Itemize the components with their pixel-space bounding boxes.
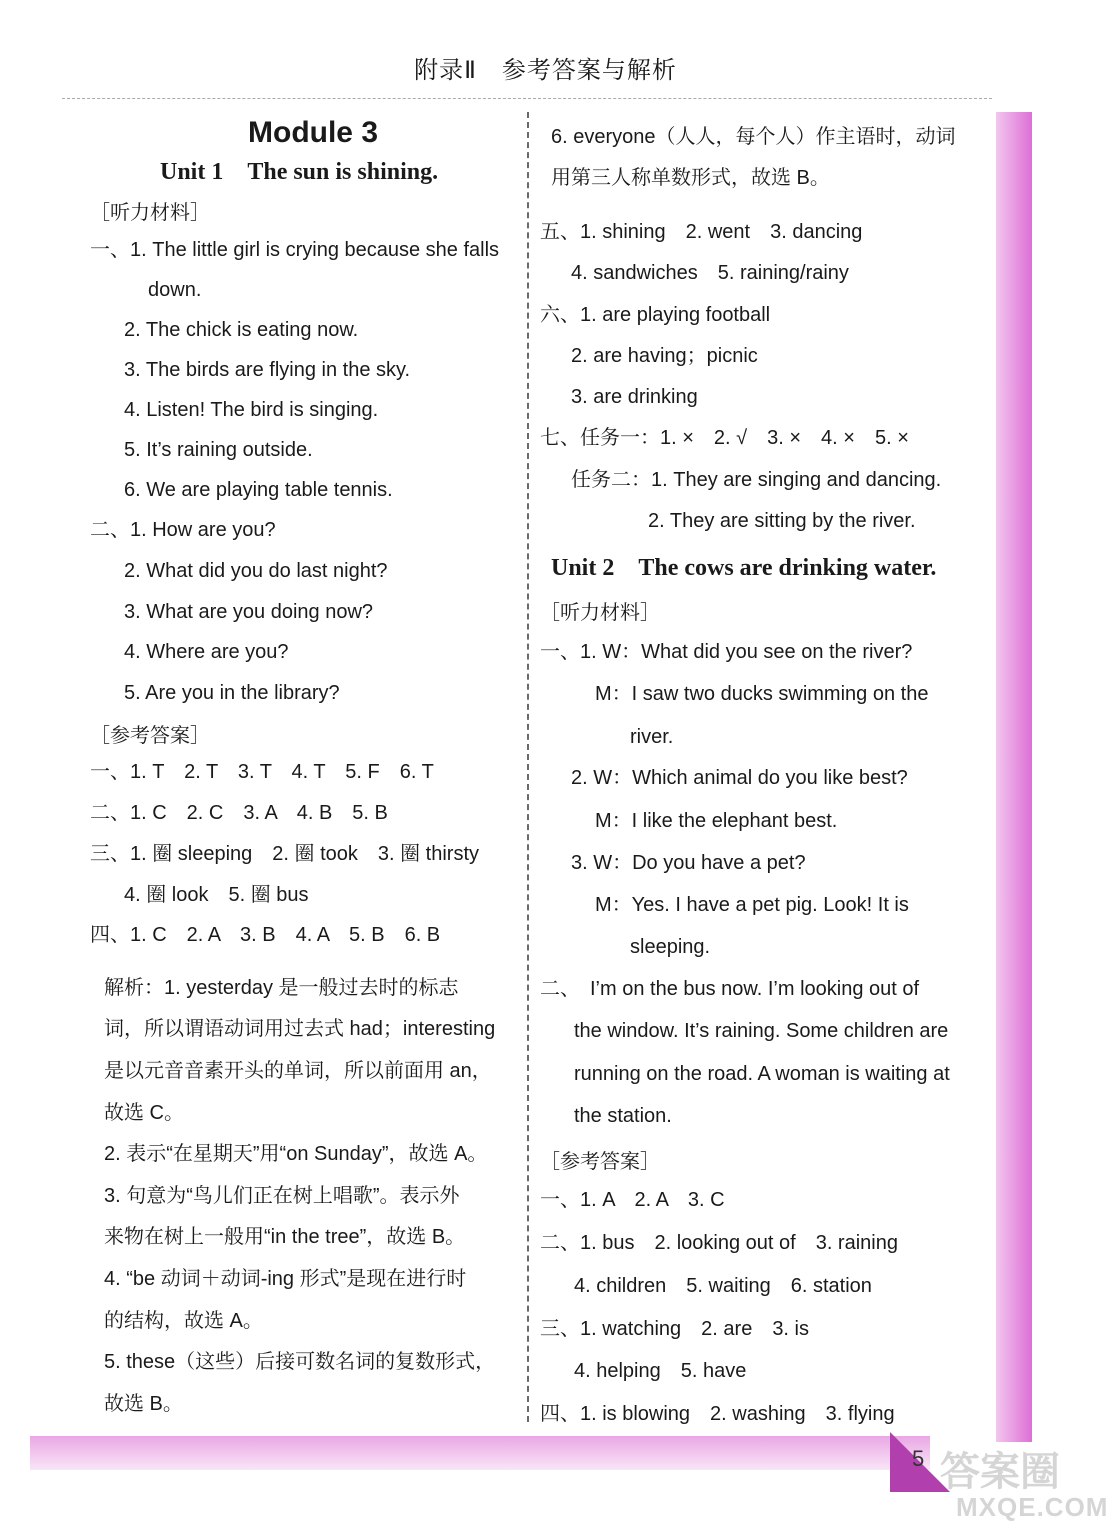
left-text-line: 二、1. C 2. C 3. A 4. B 5. B	[90, 802, 388, 824]
left-text-line: 2. 表示“在星期天”用“on Sunday”，故选 A。	[104, 1143, 488, 1165]
right-text-line: 4. children 5. waiting 6. station	[574, 1275, 872, 1297]
left-text-line: 4. Where are you?	[124, 641, 289, 663]
right-text-line: 4. sandwiches 5. raining/rainy	[571, 262, 849, 284]
right-text-line: 七、任务一：1. × 2. √ 3. × 4. × 5. ×	[540, 427, 909, 449]
right-text-line: 一、1. A 2. A 3. C	[540, 1189, 725, 1211]
right-text-line: 2. are having；picnic	[571, 345, 758, 367]
left-text-line: 3. The birds are flying in the sky.	[124, 359, 411, 381]
left-text-line: 一、1. The little girl is crying because she falls	[90, 239, 500, 261]
right-text-line: M：I like the elephant best.	[595, 810, 838, 832]
left-text-line: 四、1. C 2. A 3. B 4. A 5. B 6. B	[90, 924, 441, 946]
left-text-line: 二、1. How are you?	[90, 519, 276, 541]
bottom-decorative-band	[30, 1436, 930, 1470]
right-decorative-bar	[996, 112, 1032, 1442]
right-text-line: 4. helping 5. have	[574, 1360, 747, 1382]
left-text-line: 5. Are you in the library?	[124, 682, 340, 704]
right-text-line: 3. are drinking	[571, 386, 698, 408]
left-text-line: 来物在树上一般用“in the tree”，故选 B。	[104, 1226, 466, 1248]
right-text-line: river.	[630, 726, 674, 748]
header-divider	[62, 98, 992, 99]
left-text-line: 的结构，故选 A。	[104, 1310, 263, 1332]
left-text-line: ［参考答案］	[90, 723, 210, 747]
left-text-line: 3. 句意为“鸟儿们正在树上唱歌”。表示外	[104, 1185, 460, 1207]
left-text-line: Module 3	[248, 116, 379, 149]
right-text-line: 一、1. W：What did you see on the river?	[540, 641, 913, 663]
right-text-line: 3. W：Do you have a pet?	[571, 852, 806, 874]
left-text-line: 6. We are playing table tennis.	[124, 479, 393, 501]
right-text-line: 二、1. bus 2. looking out of 3. raining	[540, 1232, 898, 1254]
right-text-line: 六、1. are playing football	[540, 304, 771, 326]
left-text-line: 4. Listen! The bird is singing.	[124, 399, 379, 421]
right-text-line: ［听力材料］	[540, 600, 660, 624]
right-text-line: the window. It’s raining. Some children are	[574, 1020, 949, 1042]
page-number: 5	[912, 1446, 925, 1471]
right-text-line: M：Yes. I have a pet pig. Look! It is	[595, 894, 909, 916]
left-text-line: Unit 1 The sun is shining.	[160, 159, 439, 185]
left-text-line: 4. “be 动词＋动词-ing 形式”是现在进行时	[104, 1268, 467, 1290]
right-text-line: 五、1. shining 2. went 3. dancing	[540, 221, 863, 243]
left-text-line: 三、1. 圈 sleeping 2. 圈 took 3. 圈 thirsty	[90, 843, 480, 865]
right-text-line: 6. everyone（人人，每个人）作主语时，动词	[551, 126, 956, 148]
left-text-line: 词，所以谓语动词用过去式 had；interesting	[104, 1018, 496, 1040]
page-header-title: 附录Ⅱ 参考答案与解析	[414, 57, 677, 84]
left-text-line: down.	[148, 279, 202, 301]
left-text-line: 解析：1. yesterday 是一般过去时的标志	[104, 977, 459, 999]
left-text-line: 3. What are you doing now?	[124, 601, 374, 623]
left-text-line: 2. What did you do last night?	[124, 560, 388, 582]
left-text-line: 4. 圈 look 5. 圈 bus	[124, 884, 309, 906]
right-text-line: 四、1. is blowing 2. washing 3. flying	[540, 1403, 895, 1425]
right-text-line: 三、1. watching 2. are 3. is	[540, 1318, 809, 1340]
right-text-line: 2. They are sitting by the river.	[648, 510, 916, 532]
right-text-line: 任务二：1. They are singing and dancing.	[571, 469, 942, 491]
column-divider	[527, 112, 529, 1422]
left-text-line: 5. these（这些）后接可数名词的复数形式，	[104, 1351, 496, 1373]
right-text-line: ［参考答案］	[540, 1149, 660, 1173]
left-text-line: 故选 B。	[104, 1393, 183, 1415]
right-text-line: 二、 I’m on the bus now. I’m looking out of	[540, 978, 920, 1000]
watermark-logo-text: 答案圈	[940, 1450, 1060, 1494]
right-text-line: Unit 2 The cows are drinking water.	[551, 555, 937, 581]
right-text-line: the station.	[574, 1105, 672, 1127]
site-watermark	[940, 1440, 1108, 1530]
left-text-line: 一、1. T 2. T 3. T 4. T 5. F 6. T	[90, 761, 434, 783]
right-text-line: 用第三人称单数形式，故选 B。	[551, 167, 830, 189]
right-text-line: running on the road. A woman is waiting at	[574, 1063, 950, 1085]
watermark-url: MXQE.COM	[956, 1492, 1108, 1522]
left-text-line: 5. It’s raining outside.	[124, 439, 313, 461]
left-text-line: 2. The chick is eating now.	[124, 319, 359, 341]
right-text-line: M：I saw two ducks swimming on the	[595, 683, 929, 705]
right-text-line: sleeping.	[630, 936, 711, 958]
left-text-line: 是以元音音素开头的单词，所以前面用 an，	[104, 1060, 492, 1082]
right-text-line: 2. W：Which animal do you like best?	[571, 767, 908, 789]
left-text-line: ［听力材料］	[90, 200, 210, 224]
left-text-line: 故选 C。	[104, 1102, 184, 1124]
